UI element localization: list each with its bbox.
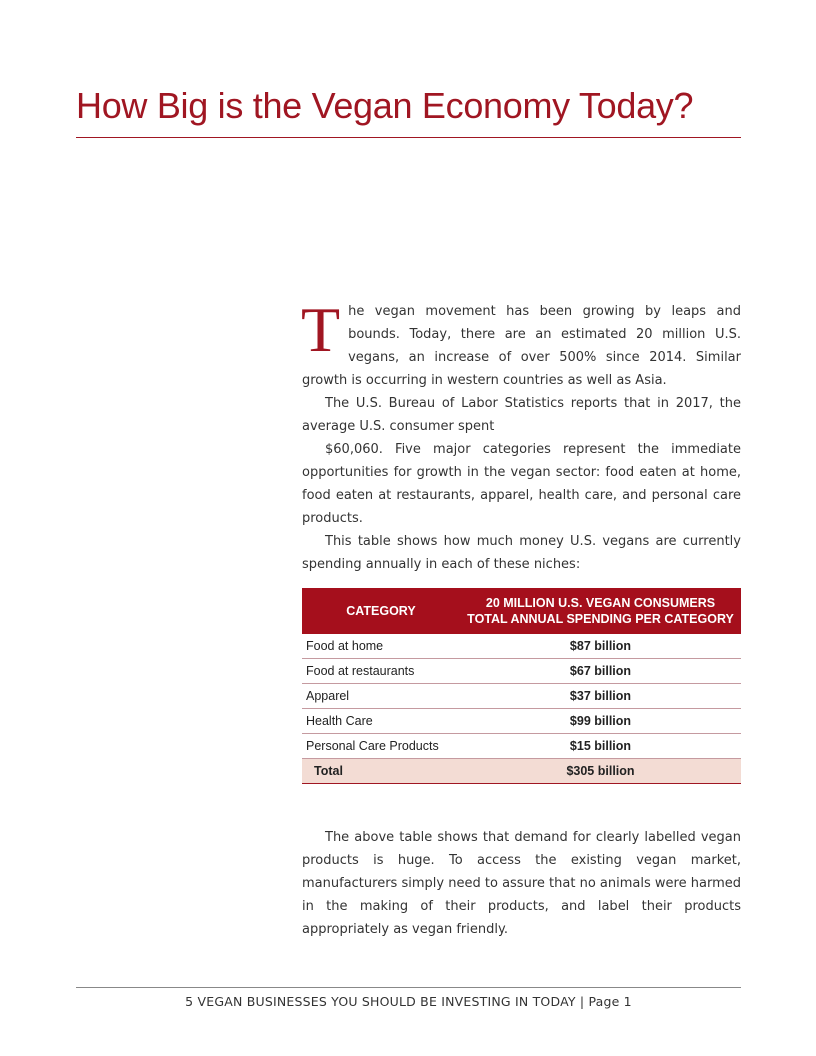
table-row (302, 709, 741, 734)
row-category: Apparel (302, 684, 460, 709)
table-row (302, 734, 741, 759)
title-divider (76, 137, 741, 138)
categories-paragraph: $60,060. Five major categories represent the immediate opportunities for growth in the vegan sector: food eaten at home, food eaten at restaurants, apparel, health care, and personal care products. (302, 442, 741, 526)
spending-header-line2: TOTAL ANNUAL SPENDING PER CATEGORY (467, 612, 734, 626)
row-category: Health Care (302, 709, 460, 734)
total-amount: $305 billion (460, 759, 741, 784)
row-amount: $87 billion (460, 634, 741, 659)
table-row (302, 684, 741, 709)
row-amount: $15 billion (460, 734, 741, 759)
table-row (302, 659, 741, 684)
main-content (301, 294, 741, 941)
drop-cap: T (301, 294, 341, 365)
row-category: Personal Care Products (302, 734, 460, 759)
row-amount: $99 billion (460, 709, 741, 734)
intro-paragraph (301, 294, 741, 392)
total-row (302, 759, 741, 784)
row-amount: $67 billion (460, 659, 741, 684)
page-title: How Big is the Vegan Economy Today? (76, 85, 694, 126)
page-footer: 5 VEGAN BUSINESSES YOU SHOULD BE INVESTING IN TODAY | Page 1 (185, 994, 632, 1009)
row-category: Food at home (302, 634, 460, 659)
bls-paragraph: The U.S. Bureau of Labor Statistics reports that in 2017, the average U.S. consumer spent (302, 396, 741, 434)
table-intro-paragraph: This table shows how much money U.S. vegans are currently spending annually in each of these niches: (302, 534, 741, 572)
category-column-header: CATEGORY (302, 588, 460, 634)
spending-table (302, 588, 741, 784)
spending-header-line1: 20 MILLION U.S. VEGAN CONSUMERS (485, 596, 716, 610)
footer-divider (76, 987, 741, 988)
spending-column-header (460, 588, 741, 634)
row-category: Food at restaurants (302, 659, 460, 684)
row-amount: $37 billion (460, 684, 741, 709)
intro-paragraph-text: he vegan movement has been growing by leaps and bounds. Today, there are an estimated 20 million U.S. vegans, an increase of over 500% since 2014. Similar growth is occurring in western countries as well as Asia. (302, 304, 741, 388)
conclusion-paragraph: The above table shows that demand for clearly labelled vegan products is huge. To access the existing vegan market, manufacturers simply need to assure that no animals were harmed in the making of their products, and label their products appropriately as vegan friendly. (302, 830, 741, 937)
table-header-row (302, 588, 741, 634)
total-label: Total (302, 759, 460, 784)
table-row (302, 634, 741, 659)
